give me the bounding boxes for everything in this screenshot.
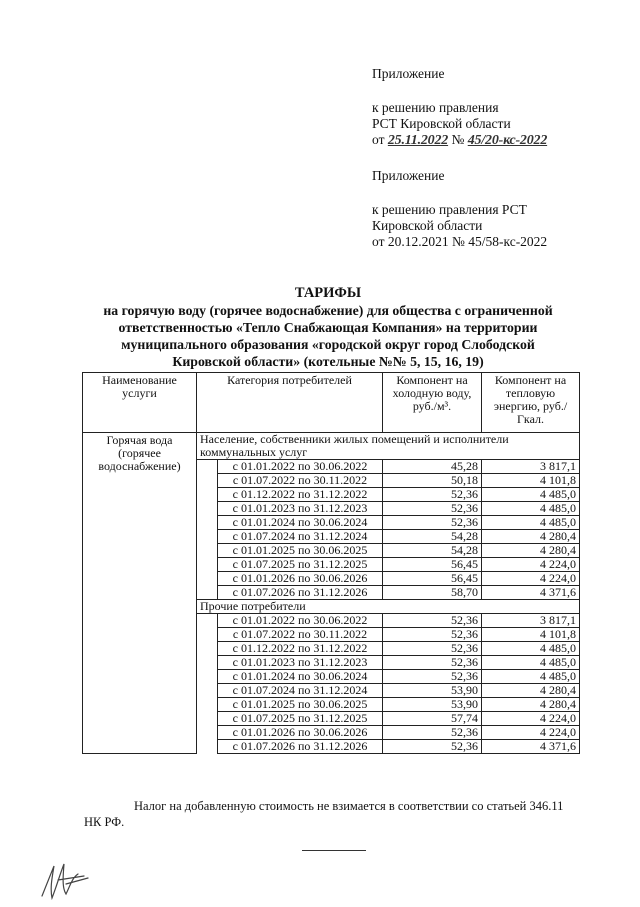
title-line-2: ответственностью «Тепло Снабжающая Компания» на территории xyxy=(118,320,538,335)
heat-value-cell: 4 371,6 xyxy=(482,586,580,600)
vat-note-line-1: Налог на добавленную стоимость не взимается в соответствии со статьей 346.11 xyxy=(134,799,564,813)
heat-value-cell: 4 485,0 xyxy=(482,642,580,656)
heat-value-cell: 4 224,0 xyxy=(482,558,580,572)
cold-value-cell: 58,70 xyxy=(383,586,482,600)
period-cell: с 01.07.2025 по 31.12.2025 xyxy=(218,558,383,572)
period-cell: с 01.07.2022 по 30.11.2022 xyxy=(218,628,383,642)
cold-value-cell: 52,36 xyxy=(383,656,482,670)
vat-note-line-2: НК РФ. xyxy=(84,815,125,829)
consumer-group-cell: Население, собственники жилых помещений и исполнители коммунальных услуг xyxy=(197,433,580,460)
cold-value-cell: 52,36 xyxy=(383,670,482,684)
handwritten-number: 45/20-кс-2022 xyxy=(467,133,548,148)
period-cell: с 01.07.2022 по 30.11.2022 xyxy=(218,474,383,488)
group-row xyxy=(83,433,580,460)
appendix-authority-line: Кировской области xyxy=(372,218,483,233)
period-cell: с 01.07.2026 по 31.12.2026 xyxy=(218,740,383,754)
heat-value-cell: 4 485,0 xyxy=(482,656,580,670)
date-prefix: от xyxy=(372,132,385,147)
appendix-decision-line: к решению правления xyxy=(372,100,499,115)
appendix-label: Приложение xyxy=(372,66,445,81)
cold-value-cell: 45,28 xyxy=(383,460,482,474)
signature-icon xyxy=(36,858,96,907)
heat-value-cell: 4 280,4 xyxy=(482,698,580,712)
cold-value-cell: 53,90 xyxy=(383,698,482,712)
title-line-4: Кировской области» (котельные №№ 5, 15, 16, 19) xyxy=(172,354,484,369)
period-cell: с 01.01.2024 по 30.06.2024 xyxy=(218,670,383,684)
service-name-cell: Горячая вода (горячее водоснабжение) xyxy=(83,433,197,754)
heat-value-cell: 4 224,0 xyxy=(482,712,580,726)
period-cell: с 01.01.2022 по 30.06.2022 xyxy=(218,614,383,628)
period-cell: с 01.01.2023 по 31.12.2023 xyxy=(218,502,383,516)
period-cell: с 01.07.2024 по 31.12.2024 xyxy=(218,530,383,544)
heat-value-cell: 4 371,6 xyxy=(482,740,580,754)
appendix-header-current xyxy=(372,66,547,149)
number-prefix: № xyxy=(451,132,465,147)
cold-value-cell: 52,36 xyxy=(383,628,482,642)
header-category: Категория потребителей xyxy=(197,373,383,433)
heat-value-cell: 3 817,1 xyxy=(482,614,580,628)
cold-value-cell: 52,36 xyxy=(383,642,482,656)
header-cold-component: Компонент на холодную воду, руб./м³. xyxy=(383,373,482,433)
period-cell: с 01.01.2025 по 30.06.2025 xyxy=(218,698,383,712)
cold-value-cell: 53,90 xyxy=(383,684,482,698)
heat-value-cell: 4 485,0 xyxy=(482,502,580,516)
vat-note xyxy=(84,798,584,830)
heat-value-cell: 3 817,1 xyxy=(482,460,580,474)
cold-value-cell: 52,36 xyxy=(383,502,482,516)
appendix-authority-line: РСТ Кировской области xyxy=(372,116,511,131)
appendix-decision-line: к решению правления РСТ xyxy=(372,202,527,217)
cold-value-cell: 52,36 xyxy=(383,726,482,740)
heat-value-cell: 4 101,8 xyxy=(482,474,580,488)
title-line-3: муниципального образования «городской округ город Слободской xyxy=(121,337,535,352)
cold-value-cell: 54,28 xyxy=(383,530,482,544)
cold-value-cell: 52,36 xyxy=(383,516,482,530)
table-header-row xyxy=(83,373,580,433)
heat-value-cell: 4 280,4 xyxy=(482,544,580,558)
title-heading: ТАРИФЫ xyxy=(294,285,362,301)
period-cell: с 01.01.2026 по 30.06.2026 xyxy=(218,572,383,586)
title-line-1: на горячую воду (горячее водоснабжение) для общества с ограниченной xyxy=(103,303,553,318)
period-cell: с 01.07.2024 по 31.12.2024 xyxy=(218,684,383,698)
heat-value-cell: 4 485,0 xyxy=(482,488,580,502)
heat-value-cell: 4 224,0 xyxy=(482,572,580,586)
period-cell: с 01.12.2022 по 31.12.2022 xyxy=(218,642,383,656)
heat-value-cell: 4 280,4 xyxy=(482,684,580,698)
period-cell: с 01.07.2026 по 31.12.2026 xyxy=(218,586,383,600)
cold-value-cell: 52,36 xyxy=(383,740,482,754)
cold-value-cell: 52,36 xyxy=(383,614,482,628)
heat-value-cell: 4 485,0 xyxy=(482,670,580,684)
cold-value-cell: 52,36 xyxy=(383,488,482,502)
appendix-date-line: от 20.12.2021 № 45/58-кс-2022 xyxy=(372,234,548,249)
period-cell: с 01.01.2022 по 30.06.2022 xyxy=(218,460,383,474)
cold-value-cell: 54,28 xyxy=(383,544,482,558)
header-heat-component: Компонент на тепловую энергию, руб./Гкал. xyxy=(482,373,580,433)
period-cell: с 01.01.2023 по 31.12.2023 xyxy=(218,656,383,670)
period-cell: с 01.01.2026 по 30.06.2026 xyxy=(218,726,383,740)
appendix-date-line xyxy=(372,132,547,149)
indent-cell xyxy=(197,614,218,754)
period-cell: с 01.01.2025 по 30.06.2025 xyxy=(218,544,383,558)
header-service: Наименование услуги xyxy=(83,373,197,433)
heat-value-cell: 4 101,8 xyxy=(482,628,580,642)
heat-value-cell: 4 485,0 xyxy=(482,516,580,530)
appendix-label: Приложение xyxy=(372,168,445,183)
document-title xyxy=(80,285,576,370)
period-cell: с 01.01.2024 по 30.06.2024 xyxy=(218,516,383,530)
cold-value-cell: 56,45 xyxy=(383,572,482,586)
end-divider xyxy=(302,850,366,851)
cold-value-cell: 57,74 xyxy=(383,712,482,726)
consumer-group-cell: Прочие потребители xyxy=(197,600,580,614)
cold-value-cell: 56,45 xyxy=(383,558,482,572)
handwritten-date: 25.11.2022 xyxy=(387,133,449,148)
period-cell: с 01.12.2022 по 31.12.2022 xyxy=(218,488,383,502)
cold-value-cell: 50,18 xyxy=(383,474,482,488)
heat-value-cell: 4 224,0 xyxy=(482,726,580,740)
appendix-header-previous xyxy=(372,168,547,250)
period-cell: с 01.07.2025 по 31.12.2025 xyxy=(218,712,383,726)
indent-cell xyxy=(197,460,218,600)
heat-value-cell: 4 280,4 xyxy=(482,530,580,544)
tariff-table xyxy=(82,372,580,754)
